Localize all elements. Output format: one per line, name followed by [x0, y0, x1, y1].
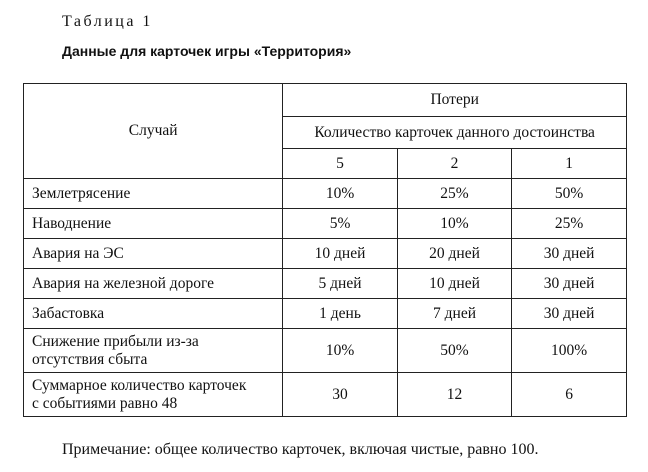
table-cell: 100%	[512, 329, 627, 373]
table-cell: 10%	[283, 329, 397, 373]
row-label-line: Авария на железной дороге	[32, 274, 214, 292]
table-cell: 30 дней	[512, 269, 627, 299]
table-cell: 5%	[283, 209, 397, 239]
table-cell: 10 дней	[283, 239, 397, 269]
header-denomination-1: 1	[512, 149, 627, 179]
row-label	[24, 329, 283, 373]
table-number: Таблица 1	[62, 13, 153, 30]
row-label-line: Суммарное количество карточек	[32, 376, 247, 394]
table-cell: 50%	[397, 329, 511, 373]
header-denomination-5: 5	[283, 149, 397, 179]
row-label	[24, 179, 283, 209]
table-note: Примечание: общее количество карточек, включая чистые, равно 100.	[62, 441, 539, 458]
header-denomination-2: 2	[397, 149, 511, 179]
row-label	[24, 373, 283, 417]
table-cell: 10%	[397, 209, 511, 239]
table-cell: 7 дней	[397, 299, 511, 329]
table-row	[24, 209, 627, 239]
table-cell: 5 дней	[283, 269, 397, 299]
table-row	[24, 373, 627, 417]
table-title: Данные для карточек игры «Территория»	[62, 43, 352, 59]
table-row	[24, 269, 627, 299]
table-cell: 25%	[512, 209, 627, 239]
table-cell: 10 дней	[397, 269, 511, 299]
row-label-line: Забастовка	[32, 304, 105, 322]
table-cell: 30	[283, 373, 397, 417]
table-cell: 30 дней	[512, 299, 627, 329]
table-cell: 50%	[512, 179, 627, 209]
row-label-line: Землетрясение	[32, 184, 131, 202]
table-cell: 1 день	[283, 299, 397, 329]
table-cell: 12	[397, 373, 511, 417]
row-label	[24, 269, 283, 299]
table-row	[24, 329, 627, 373]
row-label-line: с событиями равно 48	[32, 394, 178, 412]
table-cell: 25%	[397, 179, 511, 209]
table-cell: 6	[512, 373, 627, 417]
header-losses: Потери	[283, 84, 627, 117]
row-label-line: отсутствия сбыта	[32, 350, 148, 368]
table-row	[24, 299, 627, 329]
row-label-line: Авария на ЭС	[32, 244, 124, 262]
row-label	[24, 239, 283, 269]
table-row	[24, 179, 627, 209]
row-label	[24, 299, 283, 329]
table-row	[24, 239, 627, 269]
header-card-count: Количество карточек данного достоинства	[283, 117, 627, 149]
table-cell: 10%	[283, 179, 397, 209]
table-cell: 30 дней	[512, 239, 627, 269]
row-label-line: Наводнение	[32, 214, 112, 232]
cards-table	[23, 83, 627, 417]
table-cell: 20 дней	[397, 239, 511, 269]
row-label-line: Снижение прибыли из-за	[32, 332, 199, 350]
header-case: Случай	[24, 84, 283, 179]
row-label	[24, 209, 283, 239]
